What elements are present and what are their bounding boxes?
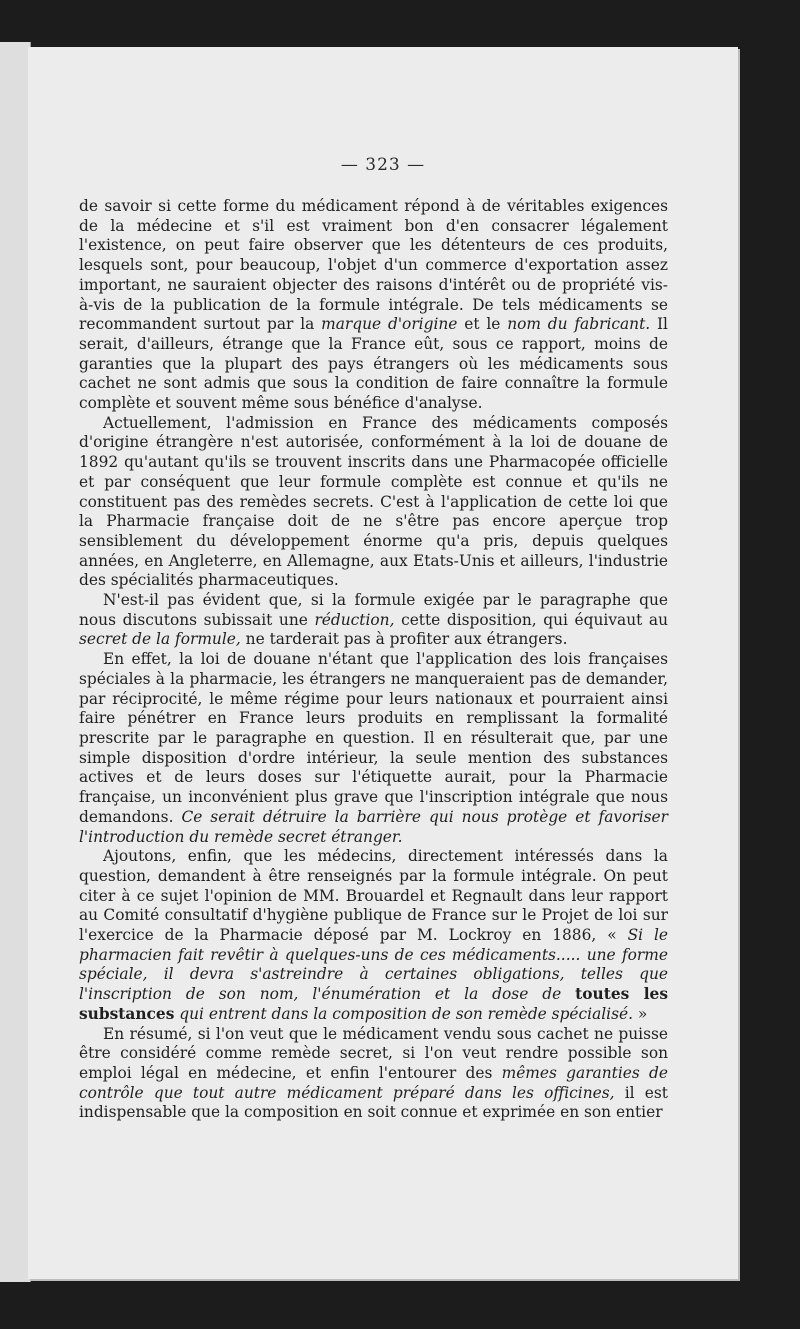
previous-page-edge <box>0 42 31 1282</box>
paragraph-4 <box>79 650 668 847</box>
text-run: ne tarderait pas à profiter aux étrangers. <box>240 630 568 649</box>
paragraph-2 <box>79 414 668 591</box>
quotation-emphasis: toutes les substances <box>79 985 668 1023</box>
text-run-italic: Ce serait détruire la barrière qui nous protège et favoriser l'introduction du remède secret étranger. <box>79 807 668 846</box>
text-run-italic: réduction, <box>314 610 395 629</box>
text-run-italic: nom du fabricant. <box>507 315 651 334</box>
quotation-italic: qui entrent dans la composition de son remède spécialisé. <box>174 1004 633 1023</box>
text-run: Actuellement, l'admission en France des médicaments composés d'origine étrangère n'est autorisée, conformément à la loi de douane de 1892 qu'autant qu'ils se trouvent inscrits dans une Pharmacopée officielle et par conséquent que leur formule complète est connue et qu'ils ne constituent pas des remèdes secrets. C'est à l'application de cette loi que la Pharmacie française doit de ne s'être pas encore aperçue trop sensiblement du développement énorme qu'a pris, depuis quelques années, en Angleterre, en Allemagne, aux Etats-Unis et ailleurs, l'industrie des spécialités pharmaceutiques. <box>79 413 668 590</box>
text-run: Il serait, d'ailleurs, étrange que la France eût, sous ce rapport, moins de garanties que la plupart des pays étrangers où les médicaments sous cachet ne sont admis que sous la condition de faire connaître la formule complète et souvent même sous bénéfice d'analyse. <box>79 315 668 413</box>
paragraph-5 <box>79 847 668 1024</box>
text-run: il est indispensable que la composition en soit connue et exprimée en son entier <box>79 1083 668 1122</box>
text-run: de savoir si cette forme du médicament répond à de véritables exigences de la médecine et s'il est vraiment bon d'en consacrer légalement l'existence, on peut faire observer que les détenteurs de ces produits, lesquels sont, pour beaucoup, l'objet d'un commerce d'exportation assez important, ne sauraient objecter des raisons d'intérêt ou de propriété vis-à-vis de la publication de la formule intégrale. De tels médicaments se recommandent surtout par la <box>79 197 668 334</box>
page-body <box>79 197 668 1123</box>
text-run: En effet, la loi de douane n'étant que l'application des lois françaises spéciales à la pharmacie, les étrangers ne manqueraient pas de demander, par réciprocité, le même régime pour leurs nationaux et pourraient ainsi faire pénétrer en France leurs produits en remplissant la formalité prescrite par le paragraphe en question. Il en résulterait que, par une simple disposition d'ordre intérieur, la seule mention des substances actives et de leurs doses sur l'étiquette aurait, pour la Pharmacie française, un inconvénient plus grave que l'inscription intégrale que nous demandons. <box>79 650 668 826</box>
text-run: Ajoutons, enfin, que les médecins, directement intéressés dans la question, demandent à être renseignés par la formule intégrale. On peut citer à ce sujet l'opinion de MM. Brouardel et Regnault dans leur rapport au Comité consultatif d'hygiène publique de France sur le Projet de loi sur l'exercice de la Pharmacie déposé par M. Lockroy en 1886, « <box>79 847 668 945</box>
text-run: N'est-il pas évident que, si la formule exigée par le paragraphe que nous discutons subissait une <box>79 591 668 629</box>
book-page <box>28 47 738 1279</box>
text-run: En résumé, si l'on veut que le médicament vendu sous cachet ne puisse être considéré comme remède secret, si l'on veut rendre possible son emploi légal en médecine, et enfin l'entourer des <box>79 1024 668 1082</box>
text-run-italic: marque d'origine <box>321 315 458 334</box>
paragraph-6 <box>79 1025 668 1124</box>
text-run-italic: mêmes garanties de contrôle que tout autre médicament préparé dans les officines, <box>79 1063 668 1102</box>
text-run: » <box>633 1004 648 1023</box>
page-number: — 323 — <box>340 155 426 175</box>
paragraph-3 <box>79 591 668 650</box>
quotation-italic: Si le pharmacien fait revêtir à quelques-uns de ces médicaments..... une forme spéciale, il devra s'astreindre à certaines obligations, telles que l'inscription de son nom, l'énumération et la dose de <box>79 926 669 1004</box>
paragraph-1 <box>79 197 668 414</box>
text-run: cette disposition, qui équivaut au <box>394 610 669 629</box>
text-run: et le <box>457 315 508 334</box>
text-run-italic: secret de la formule, <box>79 630 241 649</box>
